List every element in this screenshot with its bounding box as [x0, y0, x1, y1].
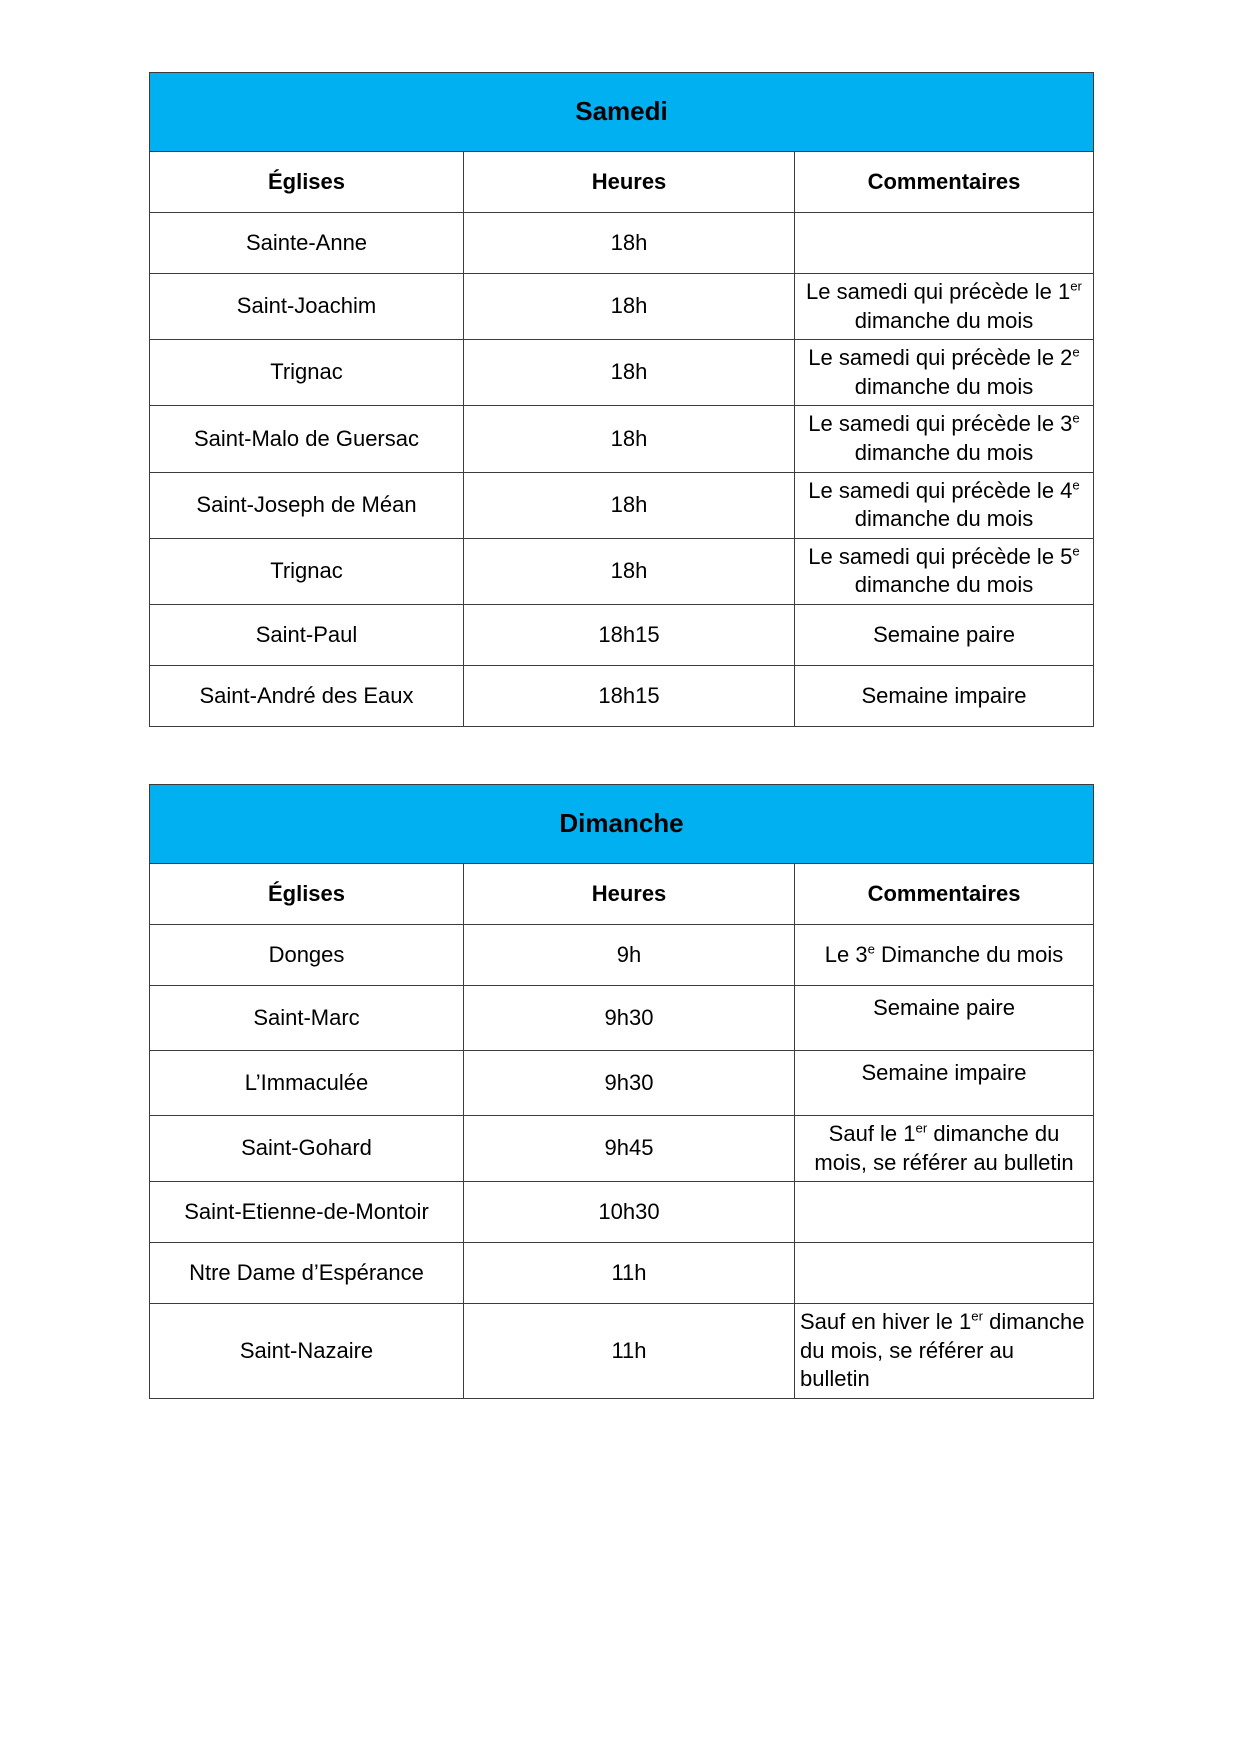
comment-cell: Le samedi qui précède le 2e dimanche du mois: [795, 340, 1094, 406]
church-cell: Trignac: [150, 340, 464, 406]
samedi-header-row: [150, 152, 1094, 213]
samedi-title-row: [150, 73, 1094, 152]
table-row: [150, 1304, 1094, 1399]
comment-cell: Le samedi qui précède le 1er dimanche du mois: [795, 274, 1094, 340]
table-row: [150, 538, 1094, 604]
hours-cell: 11h: [464, 1243, 795, 1304]
church-cell: Donges: [150, 925, 464, 986]
table-row: [150, 1051, 1094, 1116]
ordinal-superscript: e: [1072, 411, 1080, 427]
comment-cell: Le 3e Dimanche du mois: [795, 925, 1094, 986]
church-cell: Saint-Marc: [150, 986, 464, 1051]
church-cell: Saint-André des Eaux: [150, 665, 464, 726]
table-row: [150, 986, 1094, 1051]
comment-cell: Semaine impaire: [795, 1051, 1094, 1116]
church-cell: Sainte-Anne: [150, 213, 464, 274]
hours-cell: 9h30: [464, 1051, 795, 1116]
church-cell: Saint-Joseph de Méan: [150, 472, 464, 538]
table-row: [150, 213, 1094, 274]
dimanche-table: [149, 784, 1094, 1399]
comment-cell: Semaine paire: [795, 604, 1094, 665]
dimanche-title-row: [150, 785, 1094, 864]
church-cell: Saint-Malo de Guersac: [150, 406, 464, 472]
column-header-eglises: Églises: [150, 152, 464, 213]
comment-cell: Semaine paire: [795, 986, 1094, 1051]
table-row: [150, 665, 1094, 726]
column-header-eglises: Églises: [150, 864, 464, 925]
hours-cell: 9h45: [464, 1116, 795, 1182]
comment-cell: Le samedi qui précède le 3e dimanche du mois: [795, 406, 1094, 472]
table-row: [150, 1182, 1094, 1243]
ordinal-superscript: er: [1070, 278, 1082, 294]
church-cell: Saint-Nazaire: [150, 1304, 464, 1399]
table-row: [150, 472, 1094, 538]
ordinal-superscript: e: [867, 941, 875, 957]
hours-cell: 10h30: [464, 1182, 795, 1243]
column-header-heures: Heures: [464, 864, 795, 925]
comment-cell: Sauf le 1er dimanche du mois, se référer au bulletin: [795, 1116, 1094, 1182]
table-row: [150, 1243, 1094, 1304]
church-cell: Trignac: [150, 538, 464, 604]
table-row: [150, 274, 1094, 340]
church-cell: Saint-Paul: [150, 604, 464, 665]
comment-cell: [795, 1182, 1094, 1243]
ordinal-superscript: er: [915, 1120, 928, 1136]
samedi-table: [149, 72, 1094, 727]
ordinal-superscript: e: [1072, 344, 1080, 360]
table-row: [150, 340, 1094, 406]
hours-cell: 18h: [464, 538, 795, 604]
table-title: Samedi: [150, 73, 1094, 152]
ordinal-superscript: e: [1072, 477, 1080, 493]
comment-cell: Le samedi qui précède le 5e dimanche du mois: [795, 538, 1094, 604]
hours-cell: 18h: [464, 213, 795, 274]
hours-cell: 18h15: [464, 665, 795, 726]
dimanche-header-row: [150, 864, 1094, 925]
comment-cell: [795, 213, 1094, 274]
comment-cell: Sauf en hiver le 1er dimanche du mois, se référer au bulletin: [795, 1304, 1094, 1399]
column-header-commentaires: Commentaires: [795, 152, 1094, 213]
church-cell: Saint-Gohard: [150, 1116, 464, 1182]
hours-cell: 11h: [464, 1304, 795, 1399]
table-row: [150, 1116, 1094, 1182]
comment-cell: Le samedi qui précède le 4e dimanche du mois: [795, 472, 1094, 538]
column-header-heures: Heures: [464, 152, 795, 213]
hours-cell: 18h15: [464, 604, 795, 665]
table-title: Dimanche: [150, 785, 1094, 864]
hours-cell: 18h: [464, 406, 795, 472]
hours-cell: 18h: [464, 340, 795, 406]
hours-cell: 18h: [464, 472, 795, 538]
church-cell: Ntre Dame d’Espérance: [150, 1243, 464, 1304]
church-cell: Saint-Etienne-de-Montoir: [150, 1182, 464, 1243]
hours-cell: 18h: [464, 274, 795, 340]
table-row: [150, 925, 1094, 986]
ordinal-superscript: e: [1072, 543, 1080, 559]
church-cell: Saint-Joachim: [150, 274, 464, 340]
hours-cell: 9h30: [464, 986, 795, 1051]
hours-cell: 9h: [464, 925, 795, 986]
ordinal-superscript: er: [971, 1308, 983, 1324]
table-row: [150, 604, 1094, 665]
table-row: [150, 406, 1094, 472]
column-header-commentaires: Commentaires: [795, 864, 1094, 925]
comment-cell: [795, 1243, 1094, 1304]
comment-cell: Semaine impaire: [795, 665, 1094, 726]
church-cell: L’Immaculée: [150, 1051, 464, 1116]
